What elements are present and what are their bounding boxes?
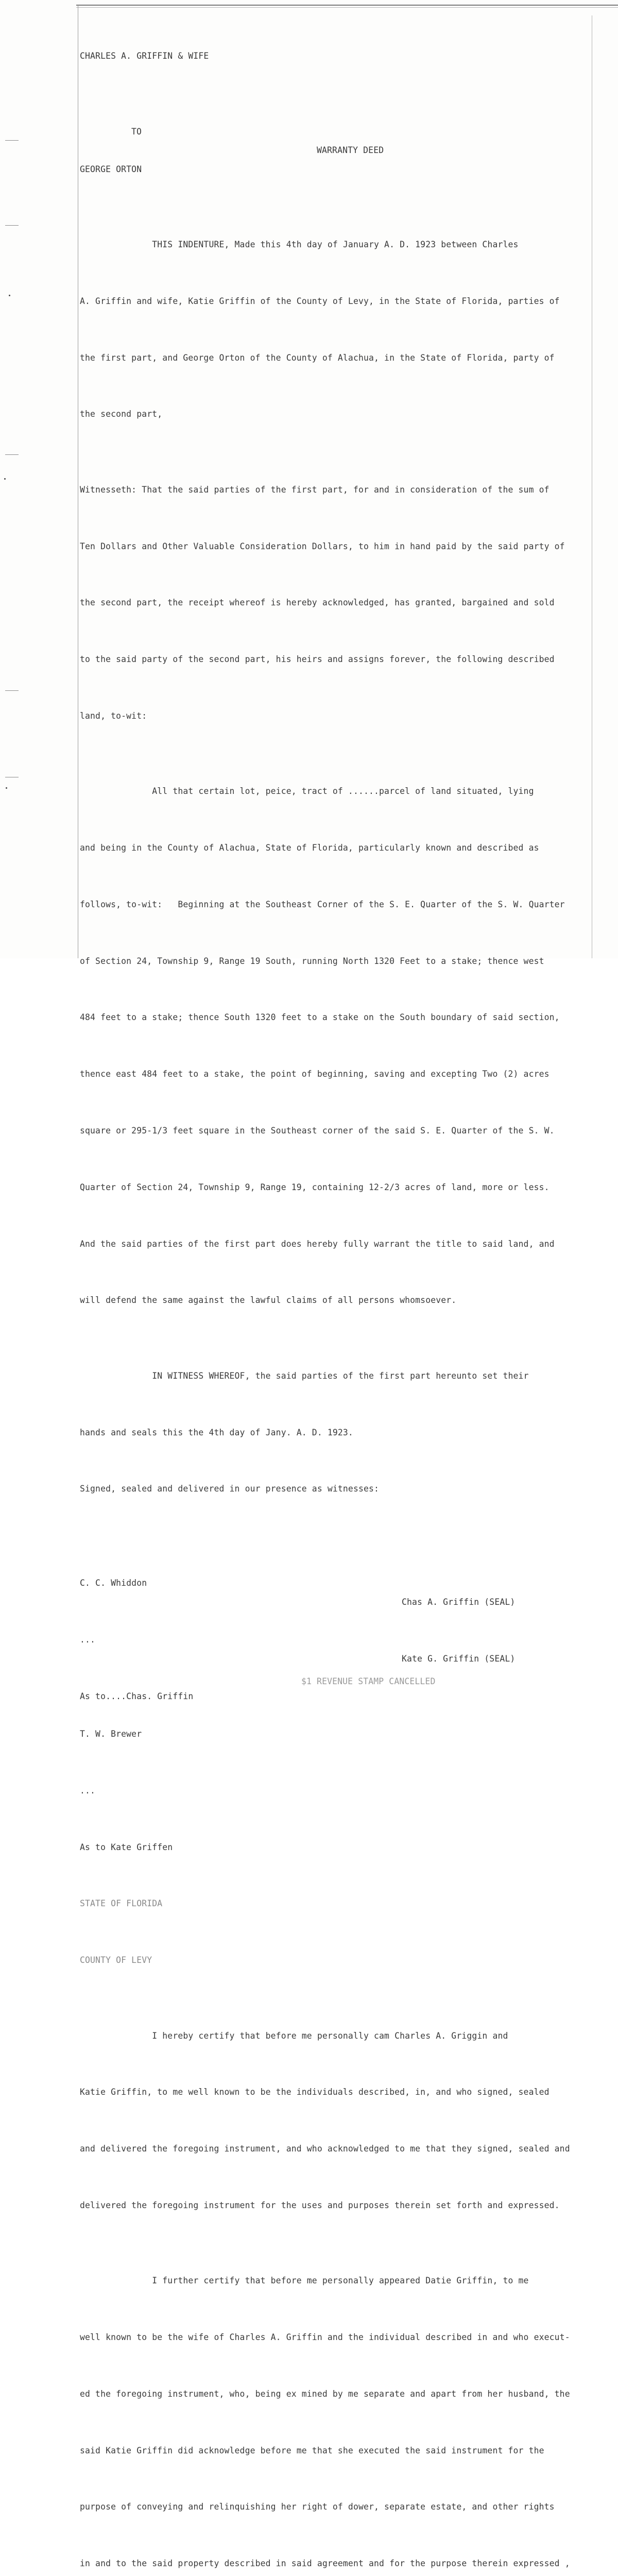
signature-row (80, 1612, 590, 1664)
witness-name: T. W. Brewer (80, 1729, 142, 1739)
body-line: and being in the County of Alachua, State of Florida, particularly known and described as (80, 843, 539, 853)
county-heading: COUNTY OF LEVY (80, 1955, 152, 1965)
scan-speck (4, 478, 6, 480)
acknowledgment-line: I hereby certify that before me personally cam Charles A. Griggin and (80, 2030, 508, 2041)
grantor-signature: Kate G. Griffin (SEAL) (402, 1653, 516, 1664)
signature-row (80, 1668, 590, 1701)
body-line: the second part, the receipt whereof is hereby acknowledged, has granted, bargained and sold (80, 598, 555, 608)
body-line: land, to-wit: (80, 710, 147, 721)
body-line: the first part, and George Orton of the County of Alachua, in the State of Florida, party of (80, 352, 555, 363)
body-line: of Section 24, Township 9, Range 19 South, running North 1320 Feet to a stake; thence west (80, 956, 544, 966)
acknowledgment-line: Katie Griffin, to me well known to be the individuals described, in, and who signed, sealed (80, 2087, 550, 2097)
body-line: THIS INDENTURE, Made this 4th day of January A. D. 1923 between Charles (80, 240, 519, 250)
title-row (80, 104, 590, 156)
acknowledgment-line: delivered the foregoing instrument for the uses and purposes therein set forth and expressed. (80, 2200, 560, 2210)
acknowledgment-line: said Katie Griffin did acknowledge before me that she executed the said instrument for the (80, 2445, 544, 2455)
scan-speck (9, 295, 10, 296)
body-line: follows, to-wit: Beginning at the Southeast Corner of the S. E. Quarter of the S. W. Quarter (80, 899, 565, 909)
body-line: the second part, (80, 409, 163, 419)
body-line: All that certain lot, peice, tract of ......parcel of land situated, lying (80, 786, 534, 796)
top-rule-secondary (76, 7, 618, 8)
to-label: TO (131, 126, 142, 137)
binder-tick (5, 225, 19, 226)
witness-name: C. C. Whiddon (80, 1578, 147, 1588)
acknowledgment-line: ed the foregoing instrument, who, being ex mined by me separate and apart from her husband, the (80, 2388, 570, 2399)
body-line: A. Griffin and wife, Katie Griffin of the County of Levy, in the State of Florida, parties of (80, 296, 560, 306)
witness-dots: ... (80, 1635, 96, 1645)
body-line: will defend the same against the lawful claims of all persons whomsoever. (80, 1295, 457, 1306)
body-line: hands and seals this the 4th day of Jany. A. D. 1923. (80, 1427, 353, 1437)
witness-dots: ... (80, 1785, 96, 1795)
deed-text (80, 9, 590, 2576)
top-rule (76, 5, 618, 6)
grantor-signature: Chas A. Griffin (SEAL) (402, 1597, 516, 1607)
body-line: Ten Dollars and Other Valuable Consideration Dollars, to him in hand paid by the said party of (80, 541, 565, 551)
body-line: IN WITNESS WHEREOF, the said parties of the first part hereunto set their (80, 1370, 529, 1381)
witness-as-to: As to Kate Griffen (80, 1842, 173, 1852)
acknowledgment-line: in and to the said property described in said agreement and for the purpose therein expressed , (80, 2558, 570, 2569)
body-line: thence east 484 feet to a stake, the point of beginning, saving and excepting Two (2) acres (80, 1069, 550, 1079)
grantee-line: GEORGE ORTON (80, 164, 142, 174)
acknowledgment-line: I further certify that before me personally appeared Datie Griffin, to me (80, 2276, 529, 2286)
scan-speck (6, 787, 7, 789)
acknowledgment-line: well known to be the wife of Charles A. Griffin and the individual described in and who execut- (80, 2332, 570, 2343)
document-title: WARRANTY DEED (317, 145, 384, 156)
binder-tick (5, 454, 19, 455)
state-heading: STATE OF FLORIDA (80, 1899, 163, 1909)
acknowledgment-line: and delivered the foregoing instrument, and who acknowledged to me that they signed, sealed and (80, 2144, 570, 2154)
acknowledgment-line: purpose of conveying and relinquishing her right of dower, separate estate, and other rights (80, 2502, 555, 2512)
body-line: Witnesseth: That the said parties of the first part, for and in consideration of the sum of (80, 484, 550, 495)
binder-tick (5, 690, 19, 691)
witness-as-to: As to....Chas. Griffin (80, 1691, 194, 1701)
body-line: 484 feet to a stake; thence South 1320 feet to a stake on the South boundary of said section, (80, 1012, 560, 1023)
grantor-line: CHARLES A. GRIFFIN & WIFE (80, 51, 209, 61)
body-line: Signed, sealed and delivered in our presence as witnesses: (80, 1484, 380, 1494)
revenue-stamp-note: $1 REVENUE STAMP CANCELLED (301, 1676, 436, 1687)
binder-tick (5, 140, 19, 141)
body-line: to the said party of the second part, his heirs and assigns forever, the following described (80, 654, 555, 665)
body-line: Quarter of Section 24, Township 9, Range 19, containing 12-2/3 acres of land, more or less. (80, 1182, 550, 1192)
signature-row (80, 1555, 590, 1607)
body-line: square or 295-1/3 feet square in the Southeast corner of the said S. E. Quarter of the S. W. (80, 1126, 555, 1136)
body-line: And the said parties of the first part does hereby fully warrant the title to said land, and (80, 1239, 555, 1249)
